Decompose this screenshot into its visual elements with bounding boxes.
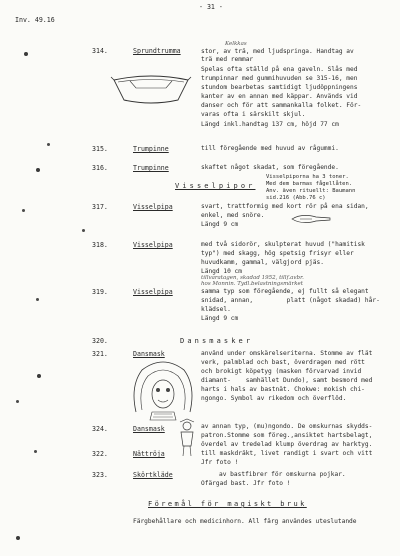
entry-number: 322. xyxy=(92,450,108,458)
entry-desc-line: diamant- samhället Dundo), samt besmord med xyxy=(201,377,373,384)
punch-hole xyxy=(24,52,28,56)
slit-drum-sketch xyxy=(110,68,192,110)
entry-desc-line: skaftet något skadat, som föregående. xyxy=(201,164,339,171)
entry-desc-line: varas ofta i särskilt skjul. xyxy=(201,111,306,118)
entry-desc-line: av bastfibrer för omskurna pojkar. xyxy=(219,471,346,478)
entry-desc-line: överdel av tredelad klump överdrag av harktyg. xyxy=(201,441,373,448)
punch-hole xyxy=(82,229,85,232)
entry-desc-line: och brokigt köpetyg (masken förvarvad invid xyxy=(201,368,362,375)
entry-desc-line: av annan typ, (mu)ngondo. De omskurnas skydds- xyxy=(201,423,373,430)
handwritten-note-line: hos Monnin. Tydl.belastningsmärket xyxy=(201,281,304,287)
mask-figure-sketch xyxy=(176,418,198,458)
entry-number: 320. xyxy=(92,337,108,345)
entry-desc-line: patron.Stomme som föreg.,ansiktet hartsbelagt, xyxy=(201,432,373,439)
entry-desc-line: Spelas ofta ställd på ena gaveln. Slås med xyxy=(201,66,358,73)
entry-title: Dansmask xyxy=(133,350,165,358)
entry-number: 319. xyxy=(92,288,108,296)
entry-number: 323. xyxy=(92,471,108,479)
entry-number: 324. xyxy=(92,425,108,433)
entry-desc-line: danser och för att sammankalla folket. För- xyxy=(201,102,362,109)
entry-desc-line: trä med remmar xyxy=(201,56,254,63)
entry-number: 321. xyxy=(92,350,108,358)
section-heading: Dansmasker xyxy=(180,337,254,345)
entry-number: 314. xyxy=(92,47,108,55)
entry-desc-line: med två sidorör, skulpterat huvud ("hamitisk xyxy=(201,241,365,248)
entry-desc-line: Längd 10 cm xyxy=(201,268,242,275)
punch-hole xyxy=(36,168,40,172)
entry-number: 315. xyxy=(92,145,108,153)
entry-title: Visselpipa xyxy=(133,203,173,211)
entry-desc-line: harts i hals av bastnät. Chokwe: mokish chi- xyxy=(201,386,365,393)
punch-hole xyxy=(36,298,39,301)
dance-mask-sketch xyxy=(128,356,198,424)
section-note-line: Anv. även rituellt: Baumann xyxy=(266,188,356,194)
closing-text: Färgbehållare och medicinhorn. All färg användes uteslutande xyxy=(133,518,357,525)
entry-desc-line: Längd inkl.handtag 137 cm, höjd 77 cm xyxy=(201,121,339,128)
entry-title: Trumpinne xyxy=(133,164,169,172)
inventory-number: Inv. 49.16 xyxy=(15,16,55,24)
handwritten-note-line: tillvaratagen, skadad 1952, tillf.avbr. xyxy=(201,275,304,281)
punch-hole xyxy=(16,400,19,403)
entry-title: Sprundtrumma xyxy=(133,47,181,55)
entry-desc-line: snidad, annan, platt (något skadad) hår- xyxy=(201,297,380,304)
section-heading: Föremål för magiskt bruk xyxy=(148,500,307,508)
section-note-line: sid.216 (Abb.76 c) xyxy=(266,195,326,201)
entry-number: 318. xyxy=(92,241,108,249)
punch-hole xyxy=(22,209,25,212)
entry-title: Nättröja xyxy=(133,450,165,458)
section-heading: Visselpipor xyxy=(175,182,256,190)
entry-desc-line: använd under omskärelseriterna. Stomme av flät xyxy=(201,350,373,357)
entry-desc-line: typ") med skagg, hög spetsig frisyr eller xyxy=(201,250,354,257)
entry-desc-line: verk, palmblad och bast, överdragen med rött xyxy=(201,359,365,366)
entry-number: 317. xyxy=(92,203,108,211)
entry-title: Trumpinne xyxy=(133,145,169,153)
entry-title: Skörtkläde xyxy=(133,471,173,479)
entry-desc-line: enkel, med snöre. xyxy=(201,212,265,219)
handwritten-insert: Kelkkas xyxy=(225,41,247,47)
entry-desc-line: Längd 9 cm xyxy=(201,221,239,228)
entry-title: Visselpipa xyxy=(133,288,173,296)
entry-desc-line: klädsel. xyxy=(201,306,231,313)
entry-desc-line: stor, av trä, med ljudspringa. Handtag av xyxy=(201,48,354,55)
entry-desc-line: samma typ som föregående, ej fullt så elegant xyxy=(201,288,369,295)
entry-number: 316. xyxy=(92,164,108,172)
entry-desc-line: Jfr foto ! xyxy=(201,459,239,466)
entry-desc-line: till föregående med huvud av rågummi. xyxy=(201,145,339,152)
page-number: - 31 - xyxy=(199,3,223,11)
punch-hole xyxy=(34,450,37,453)
whistle-sketch xyxy=(290,212,332,226)
entry-title: Visselpipa xyxy=(133,241,173,249)
entry-desc-line: till maskdräkt, livet randigt i svart och vitt xyxy=(201,450,373,457)
entry-title: Dansmask xyxy=(133,425,165,433)
entry-desc-line: svart, trattformig med kort rör på ena sidan, xyxy=(201,203,369,210)
section-note-line: Visselpiporna ha 3 toner. xyxy=(266,174,349,180)
punch-hole xyxy=(16,536,20,540)
entry-desc-line: ngongo. Symbol av rikedom och överflöd. xyxy=(201,395,347,402)
punch-hole xyxy=(47,143,50,146)
entry-desc-line: kanter av en annan med käppar. Används vid xyxy=(201,93,358,100)
entry-desc-line: huvudkamm, gammal, välgjord pjäs. xyxy=(201,259,324,266)
entry-desc-line: Längd 9 cm xyxy=(201,315,239,322)
entry-desc-line: Ofärgad bast. Jfr foto ! xyxy=(201,480,291,487)
entry-desc-line: stundom bearbetas samtidigt ljudöppningens xyxy=(201,84,358,91)
entry-desc-line: trumpinnar med gummihuvuden se 315-16, men xyxy=(201,75,358,82)
section-note-line: Med dem barmas fågellåten. xyxy=(266,181,353,187)
punch-hole xyxy=(37,374,41,378)
